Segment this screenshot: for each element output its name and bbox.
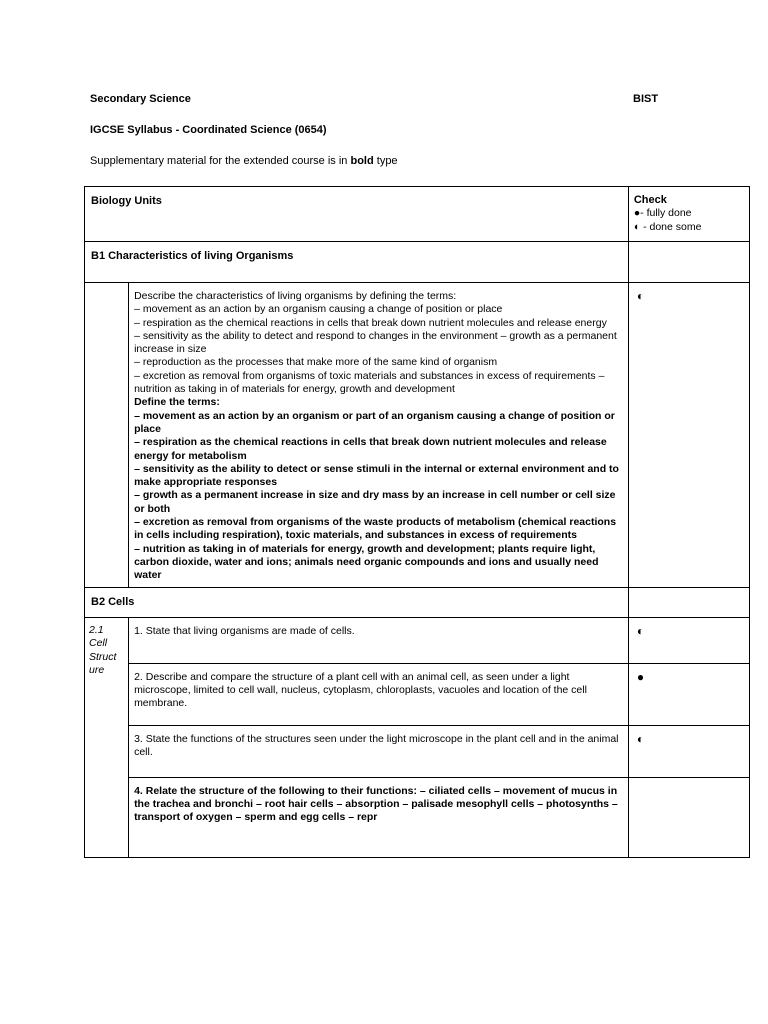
school-name: BIST (633, 93, 659, 105)
b2-item-check: ◐ (628, 725, 749, 777)
b1-core-line: – sensitivity as the ability to detect and respond to changes in the environment – growth as a permanent increase in size (134, 329, 617, 356)
b1-core-line: – excretion as removal from organisms of toxic materials and substances in excess of requirements – nutrition as taking in of materials for energy, growth and development (134, 369, 605, 396)
unit-title-b2: B2 Cells (85, 587, 629, 617)
b1-content (129, 283, 629, 588)
syllabus-title: IGCSE Syllabus - Coordinated Science (0654) (90, 124, 327, 136)
b1-core-line: – reproduction as the processes that make more of the same kind of organism (134, 356, 498, 369)
check-header (628, 187, 749, 242)
table-row-b2-item-3 (85, 725, 750, 777)
table-row-b2-item-1 (85, 617, 750, 663)
supplementary-bold: bold (350, 155, 374, 167)
legend-done-some: ◐ - done some (633, 220, 702, 233)
table-row-b2-item-2 (85, 663, 750, 725)
b1-ext-line: Define the terms: (134, 396, 220, 409)
unit-title-b1: B1 Characteristics of living Organisms (85, 242, 629, 283)
section-label-cell-structure: 2.1 Cell Struct ure (85, 617, 129, 857)
b2-item-check: ◐ (628, 617, 749, 663)
b1-ext-line: – excretion as removal from organisms of the waste products of metabolism (chemical reactions in cells including respiration), toxic materials, and substances in excess of requirements (134, 516, 617, 542)
b1-label-cell (85, 283, 129, 588)
b1-ext-line: – respiration as the chemical reactions in cells that break down nutrient molecules and release energy for metabolism (134, 436, 607, 462)
b1-core-line: – movement as an action by an organism causing a change of position or place (134, 303, 503, 316)
b2-item-text: 4. Relate the structure of the following to their functions: – ciliated cells – movement of mucus in the trachea and bronchi – root hair cells – absorption – palisade mesophyll cells – photosynths – transport of oxygen – sperm and egg cells – repr (129, 777, 629, 857)
biology-units-header: Biology Units (85, 187, 629, 242)
check-label: Check (633, 194, 667, 206)
b2-item-text: 3. State the functions of the structures seen under the light microscope in the plant cell and in the animal cell. (129, 725, 629, 777)
b1-ext-line: – nutrition as taking in of materials for energy, growth and development; plants require light, carbon dioxide, water and ions; animals need organic compounds and ions and usually need water (134, 542, 599, 582)
unit-check-b1 (628, 242, 749, 283)
table-header-row (85, 187, 750, 242)
unit-check-b2 (628, 587, 749, 617)
table-row-b1-content (85, 283, 750, 588)
b2-item-text: 2. Describe and compare the structure of a plant cell with an animal cell, as seen under a light microscope, limited to cell wall, nucleus, cytoplasm, chloroplasts, vacuoles and location of the cell membrane. (129, 663, 629, 725)
supplementary-prefix: Supplementary material for the extended course is in (90, 155, 351, 167)
subject-heading: Secondary Science (90, 93, 191, 105)
table-row-b2-item-4 (85, 777, 750, 857)
b1-core-line: Describe the characteristics of living organisms by defining the terms: (134, 290, 457, 302)
supplementary-suffix: type (373, 155, 398, 167)
syllabus-table (84, 186, 750, 858)
b1-ext-line: – growth as a permanent increase in size and dry mass by an increase in cell number or cell size or both (134, 489, 616, 515)
b2-item-check (628, 777, 749, 857)
b2-item-text: 1. State that living organisms are made of cells. (129, 617, 629, 663)
b1-ext-line: – movement as an action by an organism or part of an organism causing a change of position or place (134, 409, 615, 435)
supplementary-note (90, 155, 398, 167)
legend-fully-done: ●- fully done (633, 207, 692, 220)
b1-core-line: – respiration as the chemical reactions in cells that break down nutrient molecules and release energy (134, 316, 607, 329)
b2-item-check: ● (628, 663, 749, 725)
unit-row-b1 (85, 242, 750, 283)
unit-row-b2 (85, 587, 750, 617)
b1-ext-line: – sensitivity as the ability to detect or sense stimuli in the internal or external environment and to make appropriate responses (134, 462, 619, 489)
b1-check-mark: ◐ (628, 283, 749, 588)
